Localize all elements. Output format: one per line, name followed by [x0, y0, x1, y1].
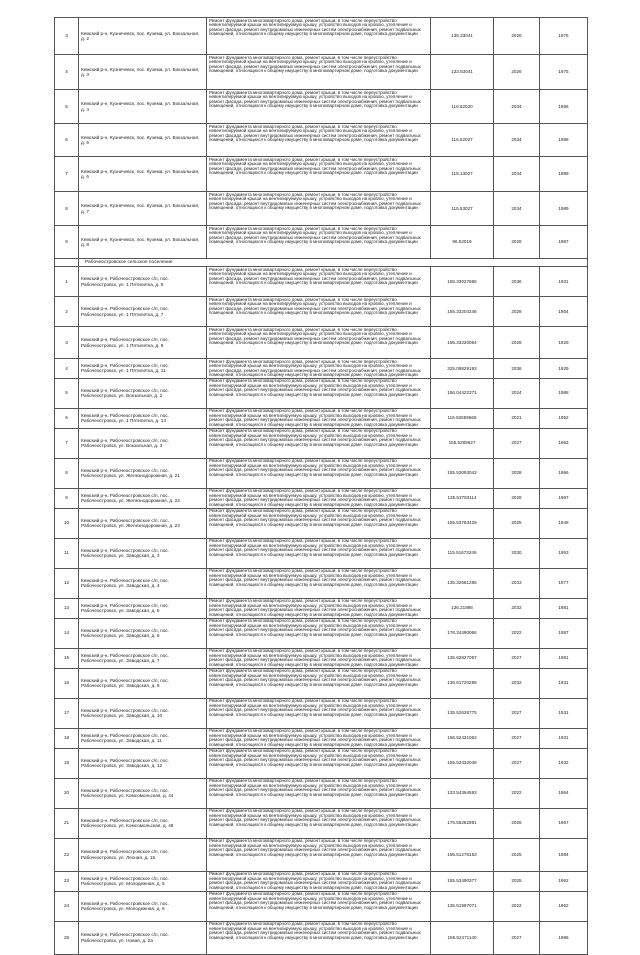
row-year-built: 1986 — [540, 921, 588, 954]
row-works: Ремонт фундамента многоквартирного дома, ремонт крыши, в том числе переустройство невентилируемой крыши на вентилируемую крышу, устройство выходов на кровлю, утепление и ремонт фасада, ремонт внутридомовых инженерных систем электроснабжения, ремонт подвальных помещений, относящихся к общему имуществу в многоквартирном доме, подготовка документации — [207, 226, 431, 259]
row-works: Ремонт фундамента многоквартирного дома, ремонт крыши, в том числе переустройство невентилируемой крыши на вентилируемую крышу, устройство выходов на кровлю, утепление и ремонт фасада, ремонт внутридомовых инженерных систем электроснабжения, ремонт подвальных помещений, относящихся к общему имуществу в многоквартирном доме, подготовка документации — [207, 297, 431, 327]
row-area: 155.5289627 — [431, 428, 494, 458]
row-number: 17 — [55, 698, 79, 728]
row-number: 13 — [55, 598, 79, 618]
row-works: Ремонт фундамента многоквартирного дома, ремонт крыши, в том числе переустройство невентилируемой крыши на вентилируемую крышу, устройство выходов на кровлю, утепление и ремонт фасада, ремонт внутридомовых инженерных систем электроснабжения, ремонт подвальных помещений, относящихся к общему имуществу в многоквартирном доме, подготовка документации — [207, 428, 431, 458]
row-area: 135.32681266 — [431, 568, 494, 598]
row-number: 16 — [55, 668, 79, 698]
table-row — [55, 748, 588, 778]
table-row — [55, 55, 588, 90]
table-row — [55, 698, 588, 728]
row-area: 325.09829193 — [431, 359, 494, 379]
row-works: Ремонт фундамента многоквартирного дома, ремонт крыши, в том числе переустройство невентилируемой крыши на вентилируемую крышу, устройство выходов на кровлю, утепление и ремонт фасада, ремонт внутридомовых инженерных систем электроснабжения, ремонт подвальных помещений, относящихся к общему имуществу в многоквартирном доме, подготовка документации — [207, 267, 431, 297]
row-address: Кемский р-н, Кузнечевск, пос. Кузема, ул. Вокзальная, д. 2 — [79, 18, 207, 55]
row-address: Кемский р-н, Рабочеостровское с/п, пос. Рабочеостровск, ул. Заводская, д. 4 — [79, 568, 207, 598]
table-row — [55, 568, 588, 598]
row-number: 3 — [55, 327, 79, 359]
row-area: 155.53783429 — [431, 508, 494, 538]
row-year-built: 1932 — [540, 748, 588, 778]
table-body-rabocheostrovsk — [55, 267, 588, 955]
capital-repair-table — [54, 17, 588, 955]
row-year-planned: 2032 — [494, 598, 540, 618]
row-year-built: 1989 — [540, 192, 588, 226]
row-year-built: 1966 — [540, 458, 588, 488]
row-year-planned: 2026 — [494, 808, 540, 838]
row-area: 115.13027 — [431, 157, 494, 192]
row-year-planned: 2034 — [494, 192, 540, 226]
table-row — [55, 267, 588, 297]
row-address: Кемский р-н, Рабочеостровское с/п, пос. Рабочеостровск, ул. Вокзальная, д. 2 — [79, 378, 207, 408]
row-area: 116.52659566 — [431, 408, 494, 428]
row-year-built: 1962 — [540, 891, 588, 921]
row-works: Ремонт фундамента многоквартирного дома, ремонт крыши, в том числе переустройство невентилируемой крыши на вентилируемую крышу, устройство выходов на кровлю, утепление и ремонт фасада, ремонт внутридомовых инженерных систем электроснабжения, ремонт подвальных помещений, относящихся к общему имуществу в многоквартирном доме, подготовка документации — [207, 648, 431, 668]
row-year-planned: 2036 — [494, 267, 540, 297]
row-area: 175.55282891 — [431, 808, 494, 838]
row-number: 4 — [55, 55, 79, 90]
row-number: 25 — [55, 921, 79, 954]
row-area: 135.33041 — [431, 18, 494, 55]
row-works: Ремонт фундамента многоквартирного дома, ремонт крыши, в том числе переустройство невентилируемой крыши на вентилируемую крышу, устройство выходов на кровлю, утепление и ремонт фасада, ремонт внутридомовых инженерных систем электроснабжения, ремонт подвальных помещений, относящихся к общему имуществу в многоквартирном доме, подготовка документации — [207, 192, 431, 226]
row-address: Кемский р-н, Кузнечевск, пос. Кузема, ул. Вокзальная, д. 3 — [79, 55, 207, 90]
row-year-built: 1981 — [540, 648, 588, 668]
table-row — [55, 921, 588, 954]
row-works: Ремонт фундамента многоквартирного дома, ремонт крыши, в том числе переустройство невентилируемой крыши на вентилируемую крышу, устройство выходов на кровлю, утепление и ремонт фасада, ремонт внутридомовых инженерных систем электроснабжения, ремонт подвальных помещений, относящихся к общему имуществу в многоквартирном доме, подготовка документации — [207, 327, 431, 359]
row-works: Ремонт фундамента многоквартирного дома, ремонт крыши, в том числе переустройство невентилируемой крыши на вентилируемую крышу, устройство выходов на кровлю, утепление и ремонт фасада, ремонт внутридомовых инженерных систем электроснабжения, ремонт подвальных помещений, относящихся к общему имуществу в многоквартирном доме, подготовка документации — [207, 871, 431, 891]
row-year-planned: 2027 — [494, 748, 540, 778]
row-works: Ремонт фундамента многоквартирного дома, ремонт крыши, в том числе переустройство невентилируемой крыши на вентилируемую крышу, устройство выходов на кровлю, утепление и ремонт фасада, ремонт внутридомовых инженерных систем электроснабжения, ремонт подвальных помещений, относящихся к общему имуществу в многоквартирном доме, подготовка документации — [207, 748, 431, 778]
row-year-built: 1967 — [540, 808, 588, 838]
row-year-planned: 2027 — [494, 921, 540, 954]
row-number: 8 — [55, 458, 79, 488]
row-number: 15 — [55, 648, 79, 668]
row-area: 96.52019 — [431, 226, 494, 259]
row-works: Ремонт фундамента многоквартирного дома, ремонт крыши, в том числе переустройство невентилируемой крыши на вентилируемую крышу, устройство выходов на кровлю, утепление и ремонт фасада, ремонт внутридомовых инженерных систем электроснабжения, ремонт подвальных помещений, относящихся к общему имуществу в многоквартирном доме, подготовка документации — [207, 538, 431, 568]
row-area: 115.53027 — [431, 192, 494, 226]
row-number: 6 — [55, 408, 79, 428]
row-number: 4 — [55, 359, 79, 379]
row-year-planned: 2034 — [494, 157, 540, 192]
row-address: Кемский р-н, Рабочеостровское с/п, пос. Рабочеостровск, ул. Железнодорожная, д. 22 — [79, 488, 207, 508]
row-area: 155.33220064 — [431, 327, 494, 359]
row-works: Ремонт фундамента многоквартирного дома, ремонт крыши, в том числе переустройство невентилируемой крыши на вентилируемую крышу, устройство выходов на кровлю, утепление и ремонт фасада, ремонт внутридомовых инженерных систем электроснабжения, ремонт подвальных помещений, относящихся к общему имуществу в многоквартирном доме, подготовка документации — [207, 598, 431, 618]
row-area: 156.04422371 — [431, 378, 494, 408]
table-row — [55, 538, 588, 568]
row-year-built: 1987 — [540, 226, 588, 259]
row-number: 23 — [55, 871, 79, 891]
row-address: Кемский р-н, Кузнечевск, пос. Кузема, ул. Вокзальная, д. 5 — [79, 124, 207, 157]
row-year-planned: 2028 — [494, 458, 540, 488]
row-number: 11 — [55, 538, 79, 568]
table-row — [55, 891, 588, 921]
table-row — [55, 871, 588, 891]
row-number: 18 — [55, 728, 79, 748]
row-number: 7 — [55, 428, 79, 458]
row-number: 10 — [55, 508, 79, 538]
row-number: 24 — [55, 891, 79, 921]
row-year-built: 1986 — [540, 90, 588, 124]
row-number: 22 — [55, 838, 79, 871]
table-row — [55, 508, 588, 538]
row-number: 6 — [55, 124, 79, 157]
row-year-planned: 2034 — [494, 124, 540, 157]
row-area: 155.52432048 — [431, 748, 494, 778]
row-year-planned: 2022 — [494, 891, 540, 921]
row-address: Кемский р-н, Рабочеостровское с/п, пос. Рабочеостровск, ул. Железнодорожная, д. 21 — [79, 458, 207, 488]
row-area: 136.61720288 — [431, 668, 494, 698]
row-year-built: 1962 — [540, 871, 588, 891]
section-header — [55, 259, 588, 267]
row-year-built: 1975 — [540, 55, 588, 90]
row-number: 5 — [55, 90, 79, 124]
row-address: Кемский р-н, Рабочеостровское с/п, пос. Рабочеостровск, ул. Молодежная, д. 5 — [79, 871, 207, 891]
row-year-planned: 2025 — [494, 838, 540, 871]
row-year-planned: 2026 — [494, 55, 540, 90]
table-row — [55, 808, 588, 838]
row-area: 116.62020 — [431, 90, 494, 124]
table-row — [55, 157, 588, 192]
row-area: 156.52431062 — [431, 728, 494, 748]
row-year-planned: 2025 — [494, 508, 540, 538]
row-address: Кемский р-н, Рабочеостровское с/п, пос. Рабочеостровск, ул. Заводская, д. 6 — [79, 618, 207, 648]
row-year-built: 1977 — [540, 568, 588, 598]
row-address: Кемский р-н, Кузнечевск, пос. Кузема, ул. Вокзальная, д. 8 — [79, 226, 207, 259]
table-row — [55, 458, 588, 488]
row-year-planned: 2021 — [494, 408, 540, 428]
row-works: Ремонт фундамента многоквартирного дома, ремонт крыши, в том числе переустройство невентилируемой крыши на вентилируемую крышу, устройство выходов на кровлю, утепление и ремонт фасада, ремонт внутридомовых инженерных систем электроснабжения, ремонт подвальных помещений, относящихся к общему имуществу в многоквартирном доме, подготовка документации — [207, 378, 431, 408]
row-year-built: 1931 — [540, 728, 588, 748]
row-year-built: 1931 — [540, 668, 588, 698]
row-area: 155.33204246 — [431, 297, 494, 327]
row-works: Ремонт фундамента многоквартирного дома, ремонт крыши, в том числе переустройство невентилируемой крыши на вентилируемую крышу, устройство выходов на кровлю, утепление и ремонт фасада, ремонт внутридомовых инженерных систем электроснабжения, ремонт подвальных помещений, относящихся к общему имуществу в многоквартирном доме, подготовка документации — [207, 698, 431, 728]
row-number: 2 — [55, 297, 79, 327]
row-address: Кемский р-н, Рабочеостровское с/п, пос. Рабочеостровск, ул. Молодежная, д. 6 — [79, 891, 207, 921]
row-works: Ремонт фундамента многоквартирного дома, ремонт крыши, в том числе переустройство невентилируемой крыши на вентилируемую крышу, устройство выходов на кровлю, утепление и ремонт фасада, ремонт внутридомовых инженерных систем электроснабжения, ремонт подвальных помещений, относящихся к общему имуществу в многоквартирном доме, подготовка документации — [207, 359, 431, 379]
row-year-planned: 2022 — [494, 618, 540, 648]
row-year-built: 1964 — [540, 778, 588, 808]
row-area: 135.52626775 — [431, 698, 494, 728]
document-page — [54, 17, 587, 955]
table-row — [55, 359, 588, 379]
row-address: Кемский р-н, Рабочеостровское с/п, пос. Рабочеостровск, ул. 1 Пятилетка, д. 7 — [79, 297, 207, 327]
table-row — [55, 598, 588, 618]
row-year-planned: 2033 — [494, 568, 540, 598]
row-works: Ремонт фундамента многоквартирного дома, ремонт крыши, в том числе переустройство невентилируемой крыши на вентилируемую крышу, устройство выходов на кровлю, утепление и ремонт фасада, ремонт внутридомовых инженерных систем электроснабжения, ремонт подвальных помещений, относящихся к общему имуществу в многоквартирном доме, подготовка документации — [207, 18, 431, 55]
row-address: Кемский р-н, Рабочеостровское с/п, пос. Рабочеостровск, ул. Новая, д. 2а — [79, 921, 207, 954]
row-address: Кемский р-н, Рабочеостровское с/п, пос. Рабочеостровск, ул. Железнодорожная, д. 23 — [79, 508, 207, 538]
row-year-planned: 2022 — [494, 778, 540, 808]
table-row — [55, 192, 588, 226]
row-year-built: 1931 — [540, 698, 588, 728]
row-year-built: 1988 — [540, 378, 588, 408]
row-works: Ремонт фундамента многоквартирного дома, ремонт крыши, в том числе переустройство невентилируемой крыши на вентилируемую крышу, устройство выходов на кровлю, утепление и ремонт фасада, ремонт внутридомовых инженерных систем электроснабжения, ремонт подвальных помещений, относящихся к общему имуществу в многоквартирном доме, подготовка документации — [207, 458, 431, 488]
table-row — [55, 488, 588, 508]
row-number: 3 — [55, 18, 79, 55]
row-address: Кемский р-н, Рабочеостровское с/п, пос. Рабочеостровск, ул. Заводская, д. 5 — [79, 598, 207, 618]
row-works: Ремонт фундамента многоквартирного дома, ремонт крыши, в том числе переустройство невентилируемой крыши на вентилируемую крышу, устройство выходов на кровлю, утепление и ремонт фасада, ремонт внутридомовых инженерных систем электроснабжения, ремонт подвальных помещений, относящихся к общему имуществу в многоквартирном доме, подготовка документации — [207, 408, 431, 428]
table-row — [55, 226, 588, 259]
row-area: 115.51673249 — [431, 538, 494, 568]
row-area: 135.62827057 — [431, 648, 494, 668]
row-works: Ремонт фундамента многоквартирного дома, ремонт крыши, в том числе переустройство невентилируемой крыши на вентилируемую крышу, устройство выходов на кровлю, утепление и ремонт фасада, ремонт внутридомовых инженерных систем электроснабжения, ремонт подвальных помещений, относящихся к общему имуществу в многоквартирном доме, подготовка документации — [207, 568, 431, 598]
table-row — [55, 428, 588, 458]
table-row — [55, 728, 588, 748]
row-year-planned: 2027 — [494, 428, 540, 458]
row-number: 12 — [55, 568, 79, 598]
row-address: Кемский р-н, Рабочеостровское с/п, пос. Рабочеостровск, ул. Заводская, д. 7 — [79, 648, 207, 668]
row-year-built: 1954 — [540, 297, 588, 327]
row-number: 19 — [55, 748, 79, 778]
row-address: Кемский р-н, Рабочеостровское с/п, пос. Рабочеостровск, ул. 1 Пятилетка, д. 13 — [79, 408, 207, 428]
row-address: Кемский р-н, Рабочеостровское с/п, пос. Рабочеостровск, ул. 1 Пятилетка, д. 11 — [79, 359, 207, 379]
row-address: Кемский р-н, Кузнечевск, пос. Кузема, ул. Вокзальная, д. 4 — [79, 90, 207, 124]
row-area: 155.51276153 — [431, 838, 494, 871]
row-year-planned: 2024 — [494, 378, 540, 408]
row-year-built: 1989 — [540, 157, 588, 192]
row-area: 155.53490377 — [431, 871, 494, 891]
table-row — [55, 90, 588, 124]
row-area: 155.53093042 — [431, 458, 494, 488]
row-year-planned: 2027 — [494, 728, 540, 748]
row-area: 155.52471140 — [431, 921, 494, 954]
row-year-built: 1967 — [540, 488, 588, 508]
row-works: Ремонт фундамента многоквартирного дома, ремонт крыши, в том числе переустройство невентилируемой крыши на вентилируемую крышу, устройство выходов на кровлю, утепление и ремонт фасада, ремонт внутридомовых инженерных систем электроснабжения, ремонт подвальных помещений, относящихся к общему имуществу в многоквартирном доме, подготовка документации — [207, 508, 431, 538]
row-address: Кемский р-н, Рабочеостровское с/п, пос. Рабочеостровск, ул. 1 Пятилетка, д. 9 — [79, 327, 207, 359]
table-row — [55, 668, 588, 698]
row-year-planned: 2027 — [494, 698, 540, 728]
row-year-built: 1931 — [540, 267, 588, 297]
row-address: Кемский р-н, Рабочеостровское с/п, пос. Рабочеостровск, ул. Заводская, д. 10 — [79, 698, 207, 728]
row-area: 133.53041 — [431, 55, 494, 90]
row-year-built: 1987 — [540, 618, 588, 648]
table-row — [55, 838, 588, 871]
table-row — [55, 618, 588, 648]
row-number: 1 — [55, 267, 79, 297]
table-row — [55, 18, 588, 55]
row-area: 133.54394593 — [431, 778, 494, 808]
row-works: Ремонт фундамента многоквартирного дома, ремонт крыши, в том числе переустройство невентилируемой крыши на вентилируемую крышу, устройство выходов на кровлю, утепление и ремонт фасада, ремонт внутридомовых инженерных систем электроснабжения, ремонт подвальных помещений, относящихся к общему имуществу в многоквартирном доме, подготовка документации — [207, 808, 431, 838]
row-works: Ремонт фундамента многоквартирного дома, ремонт крыши, в том числе переустройство невентилируемой крыши на вентилируемую крышу, устройство выходов на кровлю, утепление и ремонт фасада, ремонт внутридомовых инженерных систем электроснабжения, ремонт подвальных помещений, относящихся к общему имуществу в многоквартирном доме, подготовка документации — [207, 618, 431, 648]
row-year-planned: 2034 — [494, 90, 540, 124]
row-number: 20 — [55, 778, 79, 808]
row-year-built: 1963 — [540, 428, 588, 458]
row-works: Ремонт фундамента многоквартирного дома, ремонт крыши, в том числе переустройство невентилируемой крыши на вентилируемую крышу, устройство выходов на кровлю, утепление и ремонт фасада, ремонт внутридомовых инженерных систем электроснабжения, ремонт подвальных помещений, относящихся к общему имуществу в многоквартирном доме, подготовка документации — [207, 55, 431, 90]
row-year-planned: 2027 — [494, 648, 540, 668]
row-year-planned: 2030 — [494, 538, 540, 568]
row-works: Ремонт фундамента многоквартирного дома, ремонт крыши, в том числе переустройство невентилируемой крыши на вентилируемую крышу, устройство выходов на кровлю, утепление и ремонт фасада, ремонт внутридомовых инженерных систем электроснабжения, ремонт подвальных помещений, относящихся к общему имуществу в многоквартирном доме, подготовка документации — [207, 838, 431, 871]
row-address: Кемский р-н, Рабочеостровское с/п, пос. Рабочеостровск, ул. Комсомольская, д. 44 — [79, 778, 207, 808]
row-number: 5 — [55, 378, 79, 408]
row-works: Ремонт фундамента многоквартирного дома, ремонт крыши, в том числе переустройство невентилируемой крыши на вентилируемую крышу, устройство выходов на кровлю, утепление и ремонт фасада, ремонт внутридомовых инженерных систем электроснабжения, ремонт подвальных помещений, относящихся к общему имуществу в многоквартирном доме, подготовка документации — [207, 124, 431, 157]
row-works: Ремонт фундамента многоквартирного дома, ремонт крыши, в том числе переустройство невентилируемой крыши на вентилируемую крышу, устройство выходов на кровлю, утепление и ремонт фасада, ремонт внутридомовых инженерных систем электроснабжения, ремонт подвальных помещений, относящихся к общему имуществу в многоквартирном доме, подготовка документации — [207, 90, 431, 124]
row-number: 8 — [55, 192, 79, 226]
row-year-built: 1988 — [540, 124, 588, 157]
row-address: Кемский р-н, Рабочеостровское с/п, пос. Рабочеостровск, ул. Заводская, д. 12 — [79, 748, 207, 778]
row-year-built: 1952 — [540, 408, 588, 428]
table-row — [55, 408, 588, 428]
row-year-built: 1953 — [540, 538, 588, 568]
row-year-built: 1981 — [540, 598, 588, 618]
row-address: Кемский р-н, Рабочеостровское с/п, пос. Рабочеостровск, ул. Заводская, д. 8 — [79, 668, 207, 698]
row-works: Ремонт фундамента многоквартирного дома, ремонт крыши, в том числе переустройство невентилируемой крыши на вентилируемую крышу, устройство выходов на кровлю, утепление и ремонт фасада, ремонт внутридомовых инженерных систем электроснабжения, ремонт подвальных помещений, относящихся к общему имуществу в многоквартирном доме, подготовка документации — [207, 728, 431, 748]
row-address: Кемский р-н, Рабочеостровское с/п, пос. Рабочеостровск, ул. Лесная, д. 16 — [79, 838, 207, 871]
table-body-kuzema — [55, 18, 588, 259]
row-area: 136.21886 — [431, 598, 494, 618]
row-works: Ремонт фундамента многоквартирного дома, ремонт крыши, в том числе переустройство невентилируемой крыши на вентилируемую крышу, устройство выходов на кровлю, утепление и ремонт фасада, ремонт внутридомовых инженерных систем электроснабжения, ремонт подвальных помещений, относящихся к общему имуществу в многоквартирном доме, подготовка документации — [207, 668, 431, 698]
row-works: Ремонт фундамента многоквартирного дома, ремонт крыши, в том числе переустройство невентилируемой крыши на вентилируемую крышу, устройство выходов на кровлю, утепление и ремонт фасада, ремонт внутридомовых инженерных систем электроснабжения, ремонт подвальных помещений, относящихся к общему имуществу в многоквартирном доме, подготовка документации — [207, 488, 431, 508]
row-year-built: 1929 — [540, 327, 588, 359]
row-year-planned: 2032 — [494, 668, 540, 698]
row-year-built: 1948 — [540, 508, 588, 538]
row-address: Кемский р-н, Кузнечевск, пос. Кузема, ул. Вокзальная, д. 7 — [79, 192, 207, 226]
table-row — [55, 378, 588, 408]
row-year-built: 1929 — [540, 359, 588, 379]
table-row — [55, 297, 588, 327]
row-address: Кемский р-н, Рабочеостровское с/п, пос. Рабочеостровск, ул. 1 Пятилетка, д. 6 — [79, 267, 207, 297]
row-address: Кемский р-н, Рабочеостровское с/п, пос. Рабочеостровск, ул. Заводская, д. 3 — [79, 538, 207, 568]
row-area: 116.52027 — [431, 124, 494, 157]
row-address: Кемский р-н, Кузнечевск, пос. Кузема, ул. Вокзальная, д. 6 — [79, 157, 207, 192]
row-works: Ремонт фундамента многоквартирного дома, ремонт крыши, в том числе переустройство невентилируемой крыши на вентилируемую крышу, устройство выходов на кровлю, утепление и ремонт фасада, ремонт внутридомовых инженерных систем электроснабжения, ремонт подвальных помещений, относящихся к общему имуществу в многоквартирном доме, подготовка документации — [207, 778, 431, 808]
row-year-planned: 2036 — [494, 359, 540, 379]
row-address: Кемский р-н, Рабочеостровское с/п, пос. Рабочеостровск, ул. Комсомольская, д. 48 — [79, 808, 207, 838]
row-number: 7 — [55, 157, 79, 192]
row-area: 176.34490066 — [431, 618, 494, 648]
table-row — [55, 327, 588, 359]
row-works: Ремонт фундамента многоквартирного дома, ремонт крыши, в том числе переустройство невентилируемой крыши на вентилируемую крышу, устройство выходов на кровлю, утепление и ремонт фасада, ремонт внутридомовых инженерных систем электроснабжения, ремонт подвальных помещений, относящихся к общему имуществу в многоквартирном доме, подготовка документации — [207, 891, 431, 921]
table-row — [55, 778, 588, 808]
row-year-planned: 2028 — [494, 297, 540, 327]
row-area: 135.53783114 — [431, 488, 494, 508]
row-year-planned: 2028 — [494, 488, 540, 508]
row-address: Кемский р-н, Рабочеостровское с/п, пос. Рабочеостровск, ул. Заводская, д. 11 — [79, 728, 207, 748]
row-year-planned: 2028 — [494, 226, 540, 259]
row-year-built: 1984 — [540, 838, 588, 871]
row-number: 21 — [55, 808, 79, 838]
row-number: 9 — [55, 226, 79, 259]
row-year-planned: 2025 — [494, 871, 540, 891]
row-area: 155.33027866 — [431, 267, 494, 297]
row-number: 9 — [55, 488, 79, 508]
row-works: Ремонт фундамента многоквартирного дома, ремонт крыши, в том числе переустройство невентилируемой крыши на вентилируемую крышу, устройство выходов на кровлю, утепление и ремонт фасада, ремонт внутридомовых инженерных систем электроснабжения, ремонт подвальных помещений, относящихся к общему имуществу в многоквартирном доме, подготовка документации — [207, 921, 431, 954]
row-works: Ремонт фундамента многоквартирного дома, ремонт крыши, в том числе переустройство невентилируемой крыши на вентилируемую крышу, устройство выходов на кровлю, утепление и ремонт фасада, ремонт внутридомовых инженерных систем электроснабжения, ремонт подвальных помещений, относящихся к общему имуществу в многоквартирном доме, подготовка документации — [207, 157, 431, 192]
row-year-built: 1975 — [540, 18, 588, 55]
row-year-planned: 2028 — [494, 327, 540, 359]
row-area: 135.51997071 — [431, 891, 494, 921]
table-row — [55, 648, 588, 668]
section-title: Рабочеостровское сельское поселение — [79, 259, 588, 267]
row-address: Кемский р-н, Рабочеостровское с/п, пос. Рабочеостровск, ул. Вокзальная, д. 3 — [79, 428, 207, 458]
table-row — [55, 124, 588, 157]
section-num-cell — [55, 259, 79, 267]
row-year-planned: 2026 — [494, 18, 540, 55]
row-number: 14 — [55, 618, 79, 648]
